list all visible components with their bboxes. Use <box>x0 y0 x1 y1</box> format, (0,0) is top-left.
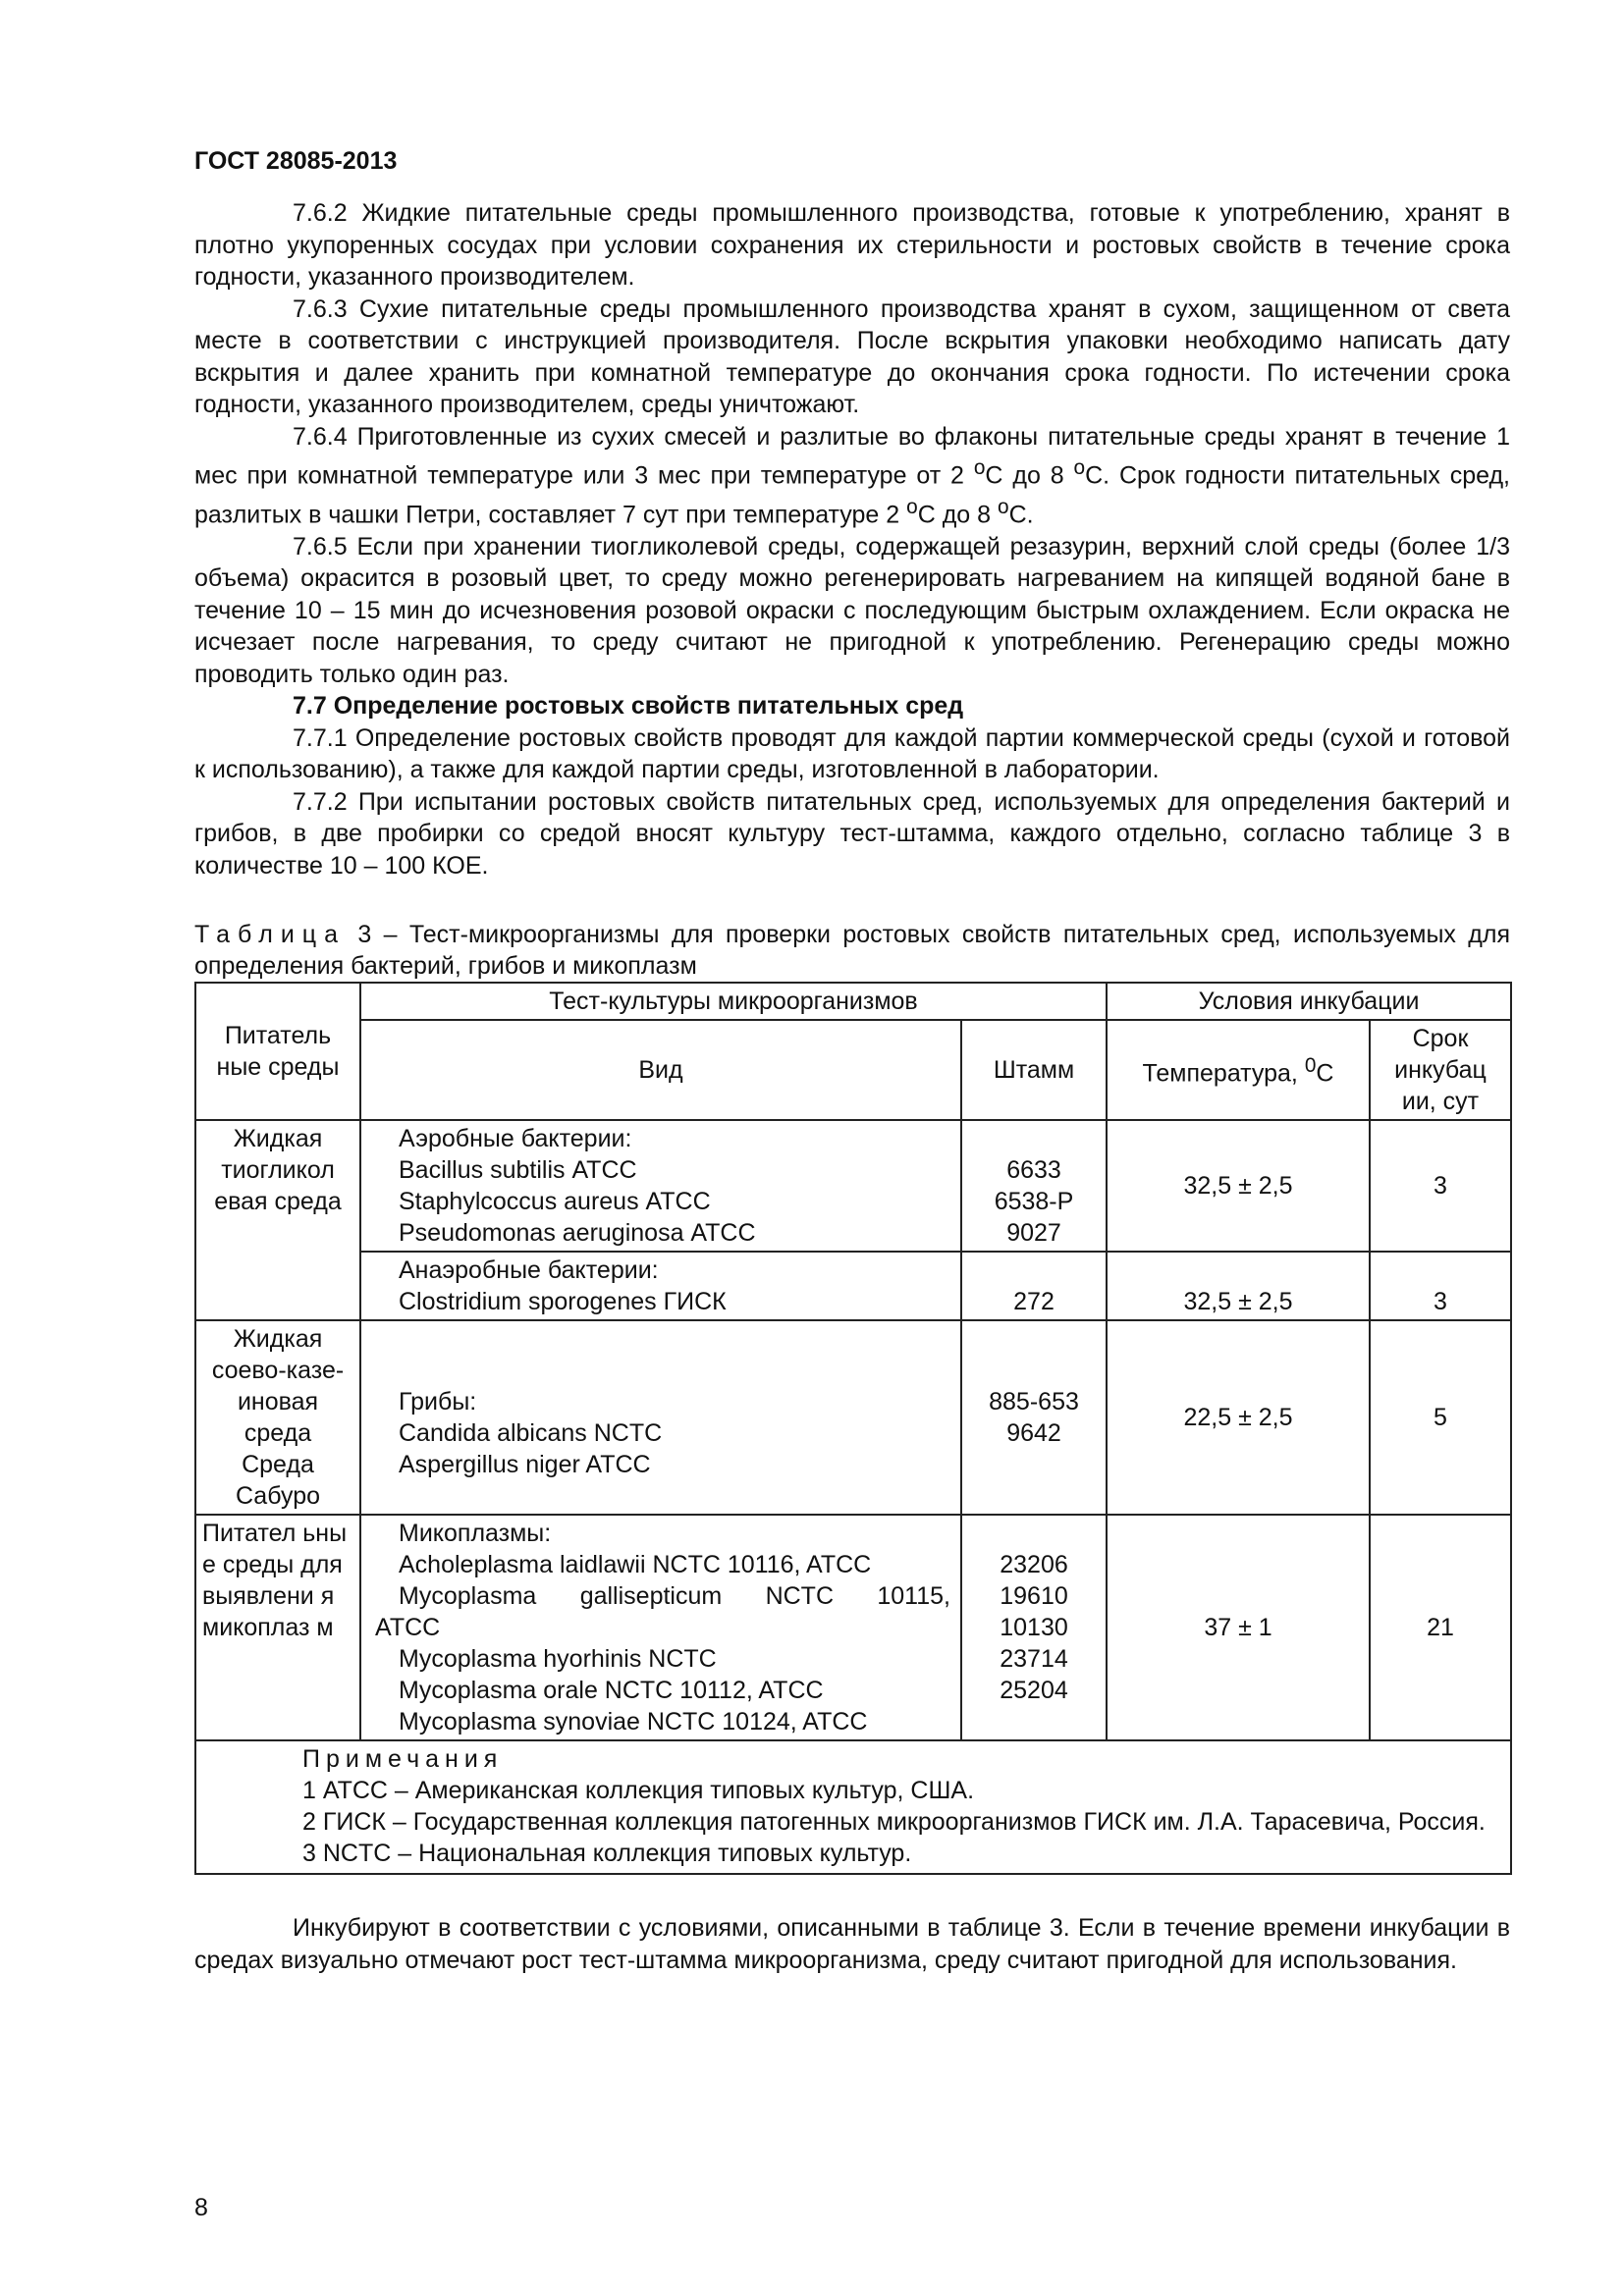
strain-item: 272 <box>1013 1288 1055 1316</box>
species-item-continuation: ATCC <box>375 1614 441 1642</box>
degree-mark: о <box>973 456 986 479</box>
strain-item: 19610 <box>1000 1582 1068 1611</box>
strain-item: 9027 <box>1006 1219 1061 1248</box>
period-cell: 3 <box>1370 1120 1511 1252</box>
group-title: Грибы: <box>399 1388 477 1416</box>
strain-item: 23714 <box>1000 1645 1068 1674</box>
header-incubation: Условия инкубации <box>1107 983 1511 1020</box>
document-page <box>194 147 1510 1976</box>
paragraph-7-6-5: 7.6.5 Если при хранении тиогликолевой среды, содержащей резазурин, верхний слой среды (более 1/3 объема) окрасится в розовый цвет, то среду можно регенерировать нагреванием на кипящей водяной бане в течение 10 – 15 мин до исчезновения розовой окраски с последующим быстрым охлаждением. Если окраска не исчезает после нагревания, то среду считают не пригодной к употреблению. Регенерацию среды можно проводить только один раз. <box>194 532 1510 688</box>
paragraph-7-7-2: 7.7.2 При испытании ростовых свойств питательных сред, используемых для определения бактерий и грибов, в две пробирки со средой вносят культуру тест-штамма, каждого отдельно, согласно таблице 3 в количестве 10 – 100 КОЕ. <box>194 787 1510 880</box>
spacer <box>1113 1255 1363 1286</box>
note-item: 1 АТСС – Американская коллекция типовых культур, США. <box>302 1777 975 1805</box>
table-caption-word: Таблица <box>194 921 347 949</box>
spacer <box>968 1255 1100 1286</box>
species-item: Candida albicans NCTC <box>399 1419 663 1448</box>
media-soy-casein: Жидкая соево-казе-иновая среда <box>211 1325 345 1448</box>
paragraph-7-6-4-part-b: С до 8 <box>985 461 1074 490</box>
species-cell <box>360 1252 961 1320</box>
header-temperature-degree: 0 <box>1304 1054 1317 1078</box>
header-period: Срок инкубац ии, сут <box>1370 1020 1511 1120</box>
temperature-cell <box>1107 1252 1370 1320</box>
closing-paragraph: Инкубируют в соответствии с условиями, описанными в таблице 3. Если в течение времени инкубации в средах визуально отмечают рост тест-штамма микроорганизма, среду считают пригодной для использования. <box>194 1914 1510 1974</box>
spacer <box>367 1355 954 1386</box>
note-item: 3 NCTC – Национальная коллекция типовых культур. <box>302 1840 912 1868</box>
section-heading-7-7: 7.7 Определение ростовых свойств питательных сред <box>293 692 964 721</box>
period-cell: 21 <box>1370 1515 1511 1740</box>
strain-cell <box>961 1252 1107 1320</box>
table-caption-text: 3 – Тест-микроорганизмы для проверки ростовых свойств питательных сред, используемых для определения бактерий, грибов и микоплазм <box>194 921 1510 981</box>
test-microorganisms-table <box>194 982 1512 1875</box>
species-item: Acholeplasma laidlawii NCTC 10116, ATCC <box>399 1551 872 1579</box>
media-sabouraud: Среда Сабуро <box>235 1451 321 1511</box>
spacer <box>968 1123 1100 1154</box>
media-thioglycolate: Жидкая тиогликол евая среда <box>195 1120 360 1320</box>
paragraph-7-6-3: 7.6.3 Сухие питательные среды промышленного производства хранят в сухом, защищенном от света месте в соответствии с инструкцией производителя. После вскрытия упаковки необходимо написать дату вскрытия и далее хранить при комнатной температуре до окончания срока годности. По истечении срока годности, указанного производителем, среды уничтожают. <box>194 294 1510 418</box>
table-row-thioglycolate-anaerobic <box>195 1252 1511 1320</box>
strain-cell <box>961 1320 1107 1515</box>
media-soy-casein-sabouraud <box>195 1320 360 1515</box>
strain-item: 6538-Р <box>994 1188 1074 1216</box>
temperature-cell: 37 ± 1 <box>1107 1515 1370 1740</box>
strain-cell <box>961 1515 1107 1740</box>
temperature-cell: 22,5 ± 2,5 <box>1107 1320 1370 1515</box>
spacer <box>1377 1255 1504 1286</box>
header-temperature-text: Температура, <box>1142 1059 1305 1088</box>
species-item: Pseudomonas aeruginosa АТСС <box>399 1219 756 1248</box>
species-item: Aspergillus niger ATCC <box>399 1451 651 1479</box>
document-header: ГОСТ 28085-2013 <box>194 147 398 175</box>
temperature-cell: 32,5 ± 2,5 <box>1107 1120 1370 1252</box>
paragraph-7-6-4-part-a: 7.6.4 Приготовленные из сухих смесей и разлитые во флаконы питательные среды хранят в течение 1 мес при комнатной температуре или 3 мес при температуре от 2 <box>194 422 1510 490</box>
strain-item: 885-653 <box>989 1388 1079 1416</box>
paragraph-7-6-4-part-d: С до 8 <box>917 501 999 529</box>
notes-title: Примечания <box>302 1745 504 1774</box>
paragraph-7-6-2: 7.6.2 Жидкие питательные среды промышленного производства, готовые к употреблению, хранят в плотно укупоренных сосудах при условии сохранения их стерильности и ростовых свойств в течение срока годности, указанного производителем. <box>194 199 1510 291</box>
strain-item: 9642 <box>1006 1419 1061 1448</box>
temperature-value: 32,5 ± 2,5 <box>1183 1288 1293 1316</box>
table-notes <box>195 1740 1511 1874</box>
species-item: Clostridium sporogenes ГИСК <box>399 1288 727 1316</box>
header-test-cultures: Тест-культуры микроорганизмов <box>360 983 1107 1020</box>
header-temperature-unit: С <box>1316 1059 1334 1088</box>
page-number: 8 <box>194 2194 208 2221</box>
species-item: Staphylcoccus aureus АТСС <box>399 1188 711 1216</box>
paragraph-7-7-1: 7.7.1 Определение ростовых свойств проводят для каждой партии коммерческой среды (сухой и готовой к использованию), а также для каждой партии среды, изготовленной в лаборатории. <box>194 723 1510 784</box>
table-header-row-2 <box>195 1020 1511 1120</box>
strain-item: 10130 <box>1000 1614 1068 1642</box>
species-cell <box>360 1120 961 1252</box>
strain-cell <box>961 1120 1107 1252</box>
strain-item: 25204 <box>1000 1677 1068 1705</box>
degree-mark: о <box>998 495 1009 518</box>
strain-item: 6633 <box>1006 1156 1061 1185</box>
species-cell <box>360 1515 961 1740</box>
media-mycoplasma: Питател ьные среды для выявлени я микоплаз м <box>195 1515 360 1740</box>
header-strain: Штамм <box>961 1020 1107 1120</box>
group-title: Микоплазмы: <box>399 1520 552 1548</box>
group-title: Анаэробные бактерии: <box>399 1256 659 1285</box>
species-item: Mycoplasma hyorhinis NCTC <box>399 1645 717 1674</box>
period-value: 3 <box>1434 1288 1447 1316</box>
species-item: Mycoplasma synoviae NCTC 10124, ATCC <box>399 1708 868 1736</box>
species-item: Bacillus subtilis АТСС <box>399 1156 637 1185</box>
table-header-row-1 <box>195 983 1511 1020</box>
table-caption <box>194 919 1510 982</box>
paragraph-7-6-4-part-c: С. Срок годности питательных сред, разлитых в чашки Петри, составляет 7 сут при температуре 2 <box>194 461 1511 529</box>
paragraph-7-6-4-part-e: С. <box>1008 501 1034 529</box>
period-cell: 5 <box>1370 1320 1511 1515</box>
header-temperature <box>1107 1020 1370 1120</box>
table-row-thioglycolate-aerobic <box>195 1120 1511 1252</box>
note-item: 2 ГИСК – Государственная коллекция патогенных микроорганизмов ГИСК им. Л.А. Тарасевича, Россия. <box>302 1808 1486 1837</box>
species-item: Mycoplasma orale NCTC 10112, ATCC <box>399 1677 824 1705</box>
degree-mark: о <box>906 495 918 518</box>
species-cell <box>360 1320 961 1515</box>
table-row-fungi <box>195 1320 1511 1515</box>
spacer <box>968 1518 1100 1549</box>
strain-item: 23206 <box>1000 1551 1068 1579</box>
header-media: Питатель ные среды <box>195 983 360 1120</box>
period-cell <box>1370 1252 1511 1320</box>
table-row-mycoplasma <box>195 1515 1511 1740</box>
table-notes-row <box>195 1740 1511 1874</box>
group-title: Аэробные бактерии: <box>399 1125 632 1153</box>
degree-mark: о <box>1073 456 1086 479</box>
paragraph-7-6-4 <box>194 421 1510 531</box>
header-species: Вид <box>360 1020 961 1120</box>
spacer <box>367 1323 954 1355</box>
species-item: Mycoplasma gallisepticum NCTC 10115, <box>399 1582 950 1611</box>
